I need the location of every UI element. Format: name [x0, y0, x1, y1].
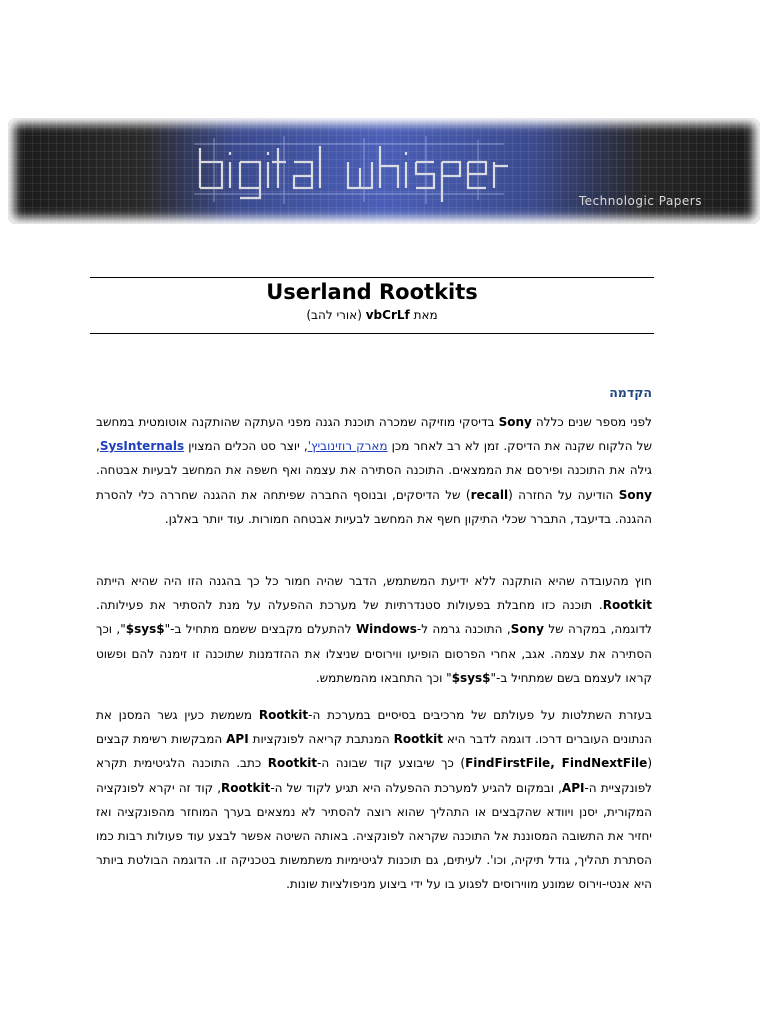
section-heading: הקדמה: [609, 385, 652, 400]
paragraph-text: הודיעה על החזרה (: [508, 487, 619, 502]
paragraph-text: ", וכך הסתירה את עצמה. אגב, אחרי הפרסום הופיעו ווירוסים שניצלו את ההזדמנות שתוכנה זו זימנה להם ופשוט קראו לעצמם בשם שמתחיל ב-": [96, 622, 652, 685]
title-bottom-rule: [90, 333, 654, 334]
bold-term: FindFirstFile, FindNextFile: [465, 756, 648, 771]
bold-term: Rootkit: [258, 708, 309, 722]
paragraph-text: , יוצר סט הכלים המצוין: [184, 439, 308, 454]
bold-term: API: [561, 780, 585, 795]
byline: [90, 308, 654, 322]
paragraph-text: חוץ מהעובדה שהיא הותקנה ללא ידיעת המשתמש, הדבר שהיה חמור כל כך בהגנה הזו היה שהיא הייתה: [96, 574, 652, 588]
bold-term: Rootkit: [221, 780, 271, 795]
byline-author: vbCrLf: [365, 308, 410, 322]
paragraph-text: " וכך התחבאו מהמשתמש.: [315, 670, 452, 685]
paragraph-3: [96, 703, 652, 897]
bold-term: API: [226, 732, 249, 747]
paragraph-text: בדיסקי מוזיקה שמכרה תוכנת הגנה מפני העתקה שהותקנה אוטומטית במחשב של הלקוח שקנה את הדיסק. זמן לא רב לאחר מכן: [96, 415, 652, 454]
bold-term: Windows: [355, 622, 417, 637]
paragraph-text: כתב. התוכנה הלגיטימית תקרא לפונקציית ה-: [96, 756, 653, 795]
paragraph-text: בעזרת השתלטות על פעולתם של מרכיבים בסיסיים במערכת ה-: [308, 708, 652, 722]
paragraph-text: משמשת כעין גשר המסנן את הנתונים העוברים דרכו. דוגמה לדבר היא: [96, 708, 652, 747]
bold-term: $sys$: [125, 622, 165, 637]
paragraph-text: . תוכנה כזו מחבלת בפעולות סטנדרתיות של מערכת ההפעלה על מנת להסתיר את פעילותה. לדוגמה, במקרה של: [96, 598, 652, 637]
banner-subtitle: Technologic Papers: [578, 194, 702, 208]
paragraph-text: לפני מספר שנים כללה: [531, 415, 652, 429]
bold-term: Sony: [618, 487, 652, 502]
paragraph-text: , קוד זה יקרא לפונקציה המקורית, יסנן ויוודא שהקבצים או התהליך שהוא רוצה להסתיר לא נמצאים בערך המוחזר מהפונקציה ואז יחזיר את התשובה המסוננת אל התוכנה שקראה לפונקציה. באותה השיטה אפשר לבצע עוד פעולות רבות כמו הסתרת תהליך, גודל תיקיה, וכו'. לעיתים, גם תוכנות לגיטימיות משתמשות בטכניקה זו. הדוגמה הבולטת ביותר היא אנטי-וירוס שמונע מווירוסים לפגוע בו על ידי ביצוע מניפולציות שונות.: [96, 780, 652, 892]
paragraph-2: [96, 569, 652, 690]
bold-term: Rootkit: [393, 732, 443, 747]
byline-prefix: מאת: [413, 308, 438, 322]
banner-logo-graphic: [8, 118, 760, 224]
paragraph-text: ) של הדיסקים, ובנוסף החברה שפיתחה את ההגנה שחררה כלי להסרת ההגנה. בדיעבד, התברר שכלי התיקון חשף את המחשב לבעיות אבטחה חמורות. עוד יותר באלגן.: [96, 487, 652, 526]
paragraph-text: המבקשות רשימת קבצים (: [96, 732, 652, 771]
bold-term: Rootkit: [267, 756, 318, 771]
bold-term: Sony: [510, 622, 544, 637]
bold-term: $sys$: [451, 670, 491, 685]
paragraph-link[interactable]: מארק רוזינוביץ': [307, 439, 388, 454]
paragraph-1: [96, 410, 652, 531]
paragraph-text: המנתבת קריאה לפונקציות: [248, 732, 394, 747]
paragraph-text: , גילה את התוכנה ופירסם את הממצאים. התוכנה הסתירה את עצמה ואף חשפה את המחשב לבעיות אבטחה.: [96, 439, 652, 478]
bold-term: recall: [470, 487, 509, 502]
paragraph-text: ) כך שיבוצע קוד שבונה ה-: [317, 756, 466, 771]
paragraph-text: , ובמקום להגיע למערכת ההפעלה היא תגיע לקוד של ה-: [270, 780, 562, 795]
byline-alias: (אורי להב): [306, 308, 362, 322]
bold-term: Sony: [498, 415, 532, 429]
paragraph-text: להתעלם מקבצים ששמם מתחיל ב-": [164, 622, 356, 637]
paragraph-text: , התוכנה גרמה ל-: [416, 622, 511, 637]
header-banner: [8, 118, 760, 224]
bold-term: Rootkit: [602, 598, 652, 613]
title-top-rule: [90, 277, 654, 278]
document-title: Userland Rootkits: [266, 280, 478, 304]
paragraph-link[interactable]: SysInternals: [99, 439, 185, 454]
